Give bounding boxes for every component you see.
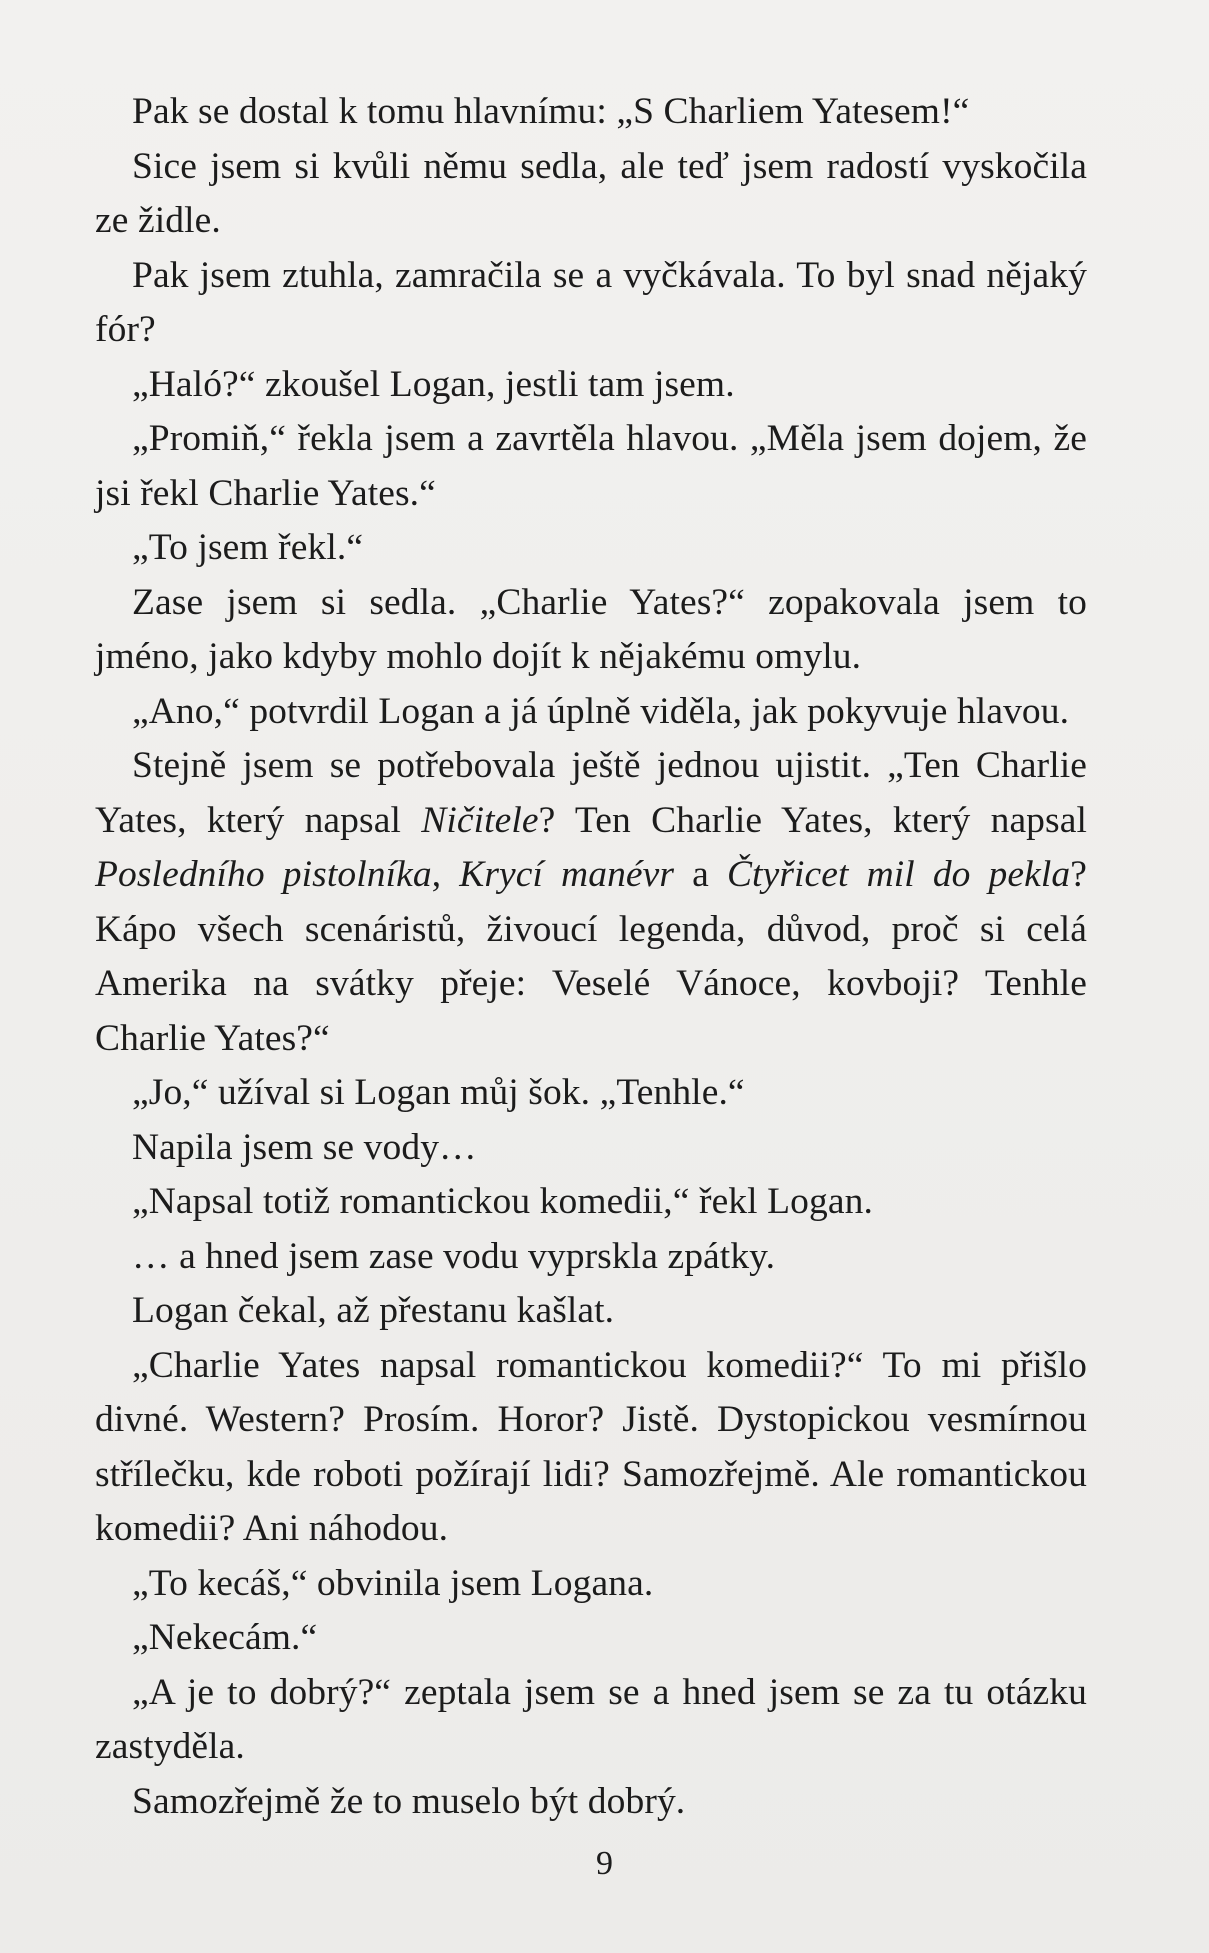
- paragraph: „Promiň,“ řekla jsem a zavrtěla hlavou. „Měla jsem dojem, že jsi řekl Charlie Yates.“: [95, 418, 1087, 514]
- paragraph-with-titles: [95, 739, 1087, 1066]
- text-segment: ,: [431, 854, 460, 895]
- text-segment: a: [674, 854, 727, 895]
- paragraph: „To jsem řekl.“: [132, 527, 364, 568]
- text-segment: ? Ten Charlie Yates, který napsal: [538, 799, 1087, 841]
- paragraph: „Nekecám.“: [132, 1617, 318, 1658]
- paragraph: Logan čekal, až přestanu kašlat.: [132, 1290, 615, 1331]
- paragraph: „Ano,“ potvrdil Logan a já úplně viděla, jak pokyvuje hlavou.: [132, 690, 1070, 732]
- body-text: [95, 85, 1087, 1829]
- paragraph: … a hned jsem zase vodu vyprskla zpátky.: [132, 1235, 776, 1277]
- paragraph: „Napsal totiž romantickou komedii,“ řekl Logan.: [132, 1181, 873, 1222]
- paragraph: „A je to dobrý?“ zeptala jsem se a hned jsem se za tu otázku zastyděla.: [95, 1671, 1087, 1767]
- paragraph: „Charlie Yates napsal romantickou komedii?“ To mi přišlo divné. Western? Prosím. Horor? Jistě. Dystopickou vesmírnou střílečku, kde roboti požírají lidi? Samozřejmě. Ale romantickou komedii? Ani náhodou.: [95, 1344, 1087, 1549]
- book-title: Ničitele: [421, 799, 539, 841]
- paragraph: Napila jsem se vody…: [132, 1126, 477, 1168]
- book-title: Čtyřicet mil do pekla: [726, 854, 1071, 895]
- text-segment: Stejně jsem se potřebovala ještě jednou ujistit. „Ten Charlie Yates, který napsal: [95, 745, 1087, 841]
- book-title: Posledního pistolníka: [95, 854, 432, 895]
- page-number: 9: [596, 1845, 613, 1882]
- paragraph: Pak se dostal k tomu hlavnímu: „S Charliem Yatesem!“: [132, 91, 970, 132]
- paragraph: Samozřejmě že to muselo být dobrý.: [132, 1780, 686, 1822]
- paragraph: Sice jsem si kvůli němu sedla, ale teď jsem radostí vyskočila ze židle.: [95, 145, 1087, 241]
- paragraph: „Jo,“ užíval si Logan můj šok. „Tenhle.“: [132, 1072, 745, 1113]
- text-segment: ? Kápo všech scenáristů, živoucí legenda, důvod, proč si celá Amerika na svátky přeje: Veselé Vánoce, kovboji? Tenhle Charlie Yates?“: [95, 854, 1088, 1059]
- book-title: Krycí manévr: [459, 854, 675, 895]
- paragraph: „To kecáš,“ obvinila jsem Logana.: [132, 1562, 654, 1604]
- paragraph: Pak jsem ztuhla, zamračila se a vyčkávala. To byl snad nějaký fór?: [95, 254, 1087, 350]
- paragraph: Zase jsem si sedla. „Charlie Yates?“ zopakovala jsem to jméno, jako kdyby mohlo dojít k nějakému omylu.: [95, 581, 1087, 677]
- paragraph: „Haló?“ zkoušel Logan, jestli tam jsem.: [132, 363, 735, 405]
